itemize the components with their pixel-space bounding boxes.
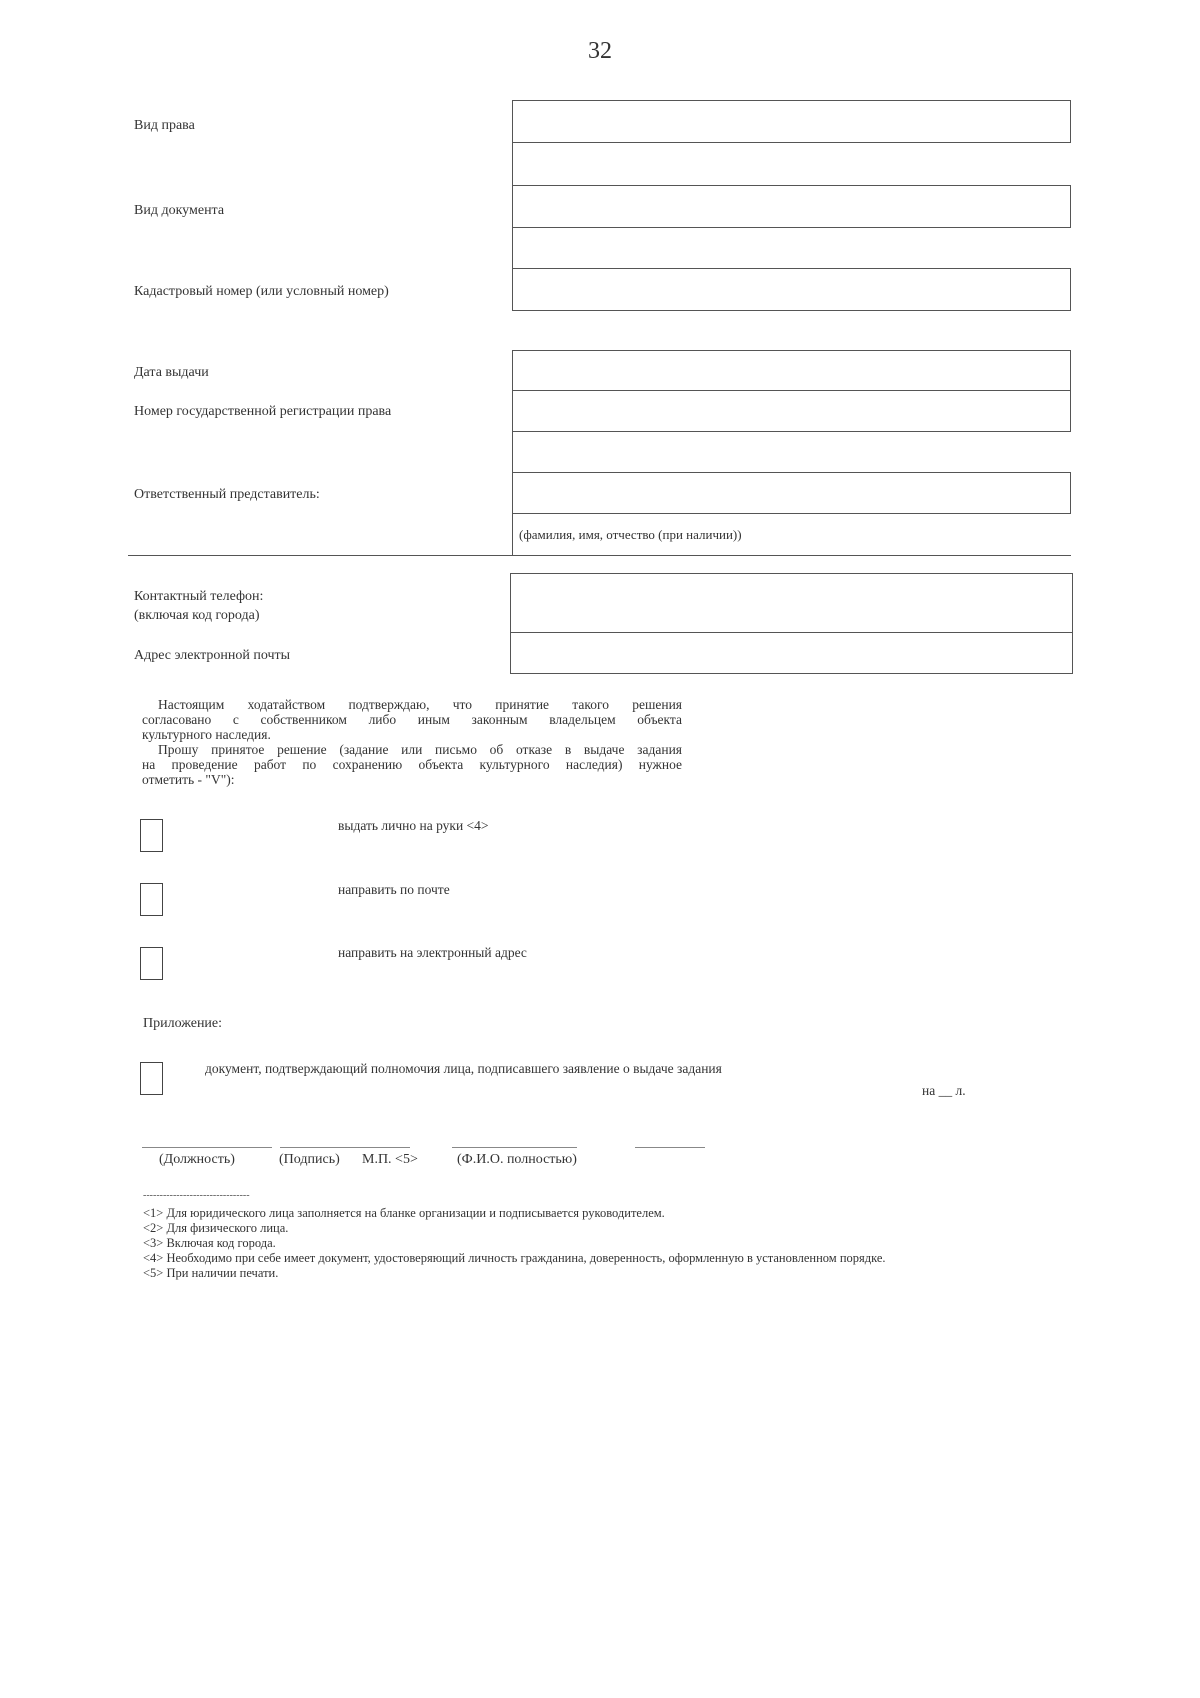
signature-sign: (Подпись) (279, 1152, 340, 1167)
statement-line: согласовано с собственником либо иным законным владельцем объекта (142, 712, 682, 727)
option-checkbox-in-person[interactable] (140, 819, 163, 852)
field-connector (512, 432, 513, 472)
footnote: <5> При наличии печати. (143, 1266, 279, 1280)
label-representative: Ответственный представитель: (134, 487, 320, 502)
statement-line: культурного наследия. (142, 727, 271, 742)
footnote-separator: -------------------------------- (143, 1190, 250, 1201)
representative-field[interactable] (512, 472, 1071, 514)
option-checkbox-post[interactable] (140, 883, 163, 916)
option-label-post: направить по почте (338, 882, 450, 897)
field-connector (512, 514, 513, 556)
attachment-title: Приложение: (143, 1016, 223, 1031)
document-type-field[interactable] (512, 185, 1071, 228)
extra-line (635, 1147, 705, 1148)
label-registration-number: Номер государственной регистрации права (134, 404, 392, 419)
footnote: <4> Необходимо при себе имеет документ, удостоверяющий личность гражданина, доверенность, оформленную в установленном порядке. (143, 1251, 886, 1265)
footnote: <1> Для юридического лица заполняется на бланке организации и подписывается руководителем. (143, 1206, 665, 1220)
right-type-field[interactable] (512, 100, 1071, 143)
statement-line: Настоящим ходатайством подтверждаю, что принятие такого решения (158, 697, 682, 712)
footnote: <3> Включая код города. (143, 1236, 276, 1250)
option-label-email: направить на электронный адрес (338, 945, 527, 960)
signature-line (280, 1147, 410, 1148)
label-issue-date: Дата выдачи (134, 365, 209, 380)
label-phone-note: (включая код города) (134, 608, 260, 623)
attachment-checkbox[interactable] (140, 1062, 163, 1095)
footnote: <2> Для физического лица. (143, 1221, 289, 1235)
statement-paragraph (142, 697, 682, 787)
label-document-type: Вид документа (134, 203, 225, 218)
page-number: 32 (588, 38, 612, 64)
attachment-item: документ, подтверждающий полномочия лица, подписавшего заявление о выдаче задания (205, 1061, 722, 1076)
phone-field[interactable] (510, 573, 1073, 633)
label-email: Адрес электронной почты (134, 648, 291, 663)
footnotes (143, 1206, 886, 1281)
representative-hint: (фамилия, имя, отчество (при наличии)) (519, 527, 742, 542)
full-name-line (452, 1147, 577, 1148)
statement-line: на проведение работ по сохранению объекта культурного наследия) нужное (142, 757, 682, 772)
signature-stamp: М.П. <5> (362, 1152, 418, 1167)
registration-number-field[interactable] (512, 390, 1071, 432)
email-field[interactable] (510, 632, 1073, 674)
statement-line: отметить - "V"): (142, 772, 235, 787)
statement-line: Прошу принятое решение (задание или письмо об отказе в выдаче задания (158, 742, 682, 757)
field-connector (512, 143, 513, 185)
position-line (142, 1147, 272, 1148)
section-divider (128, 555, 1071, 556)
option-label-in-person: выдать лично на руки <4> (338, 818, 489, 833)
cadastral-number-field[interactable] (512, 268, 1071, 311)
label-phone: Контактный телефон: (134, 589, 264, 604)
attachment-pages: на __ л. (922, 1083, 966, 1098)
signature-full-name: (Ф.И.О. полностью) (457, 1152, 577, 1167)
label-cadastral-number: Кадастровый номер (или условный номер) (134, 284, 389, 299)
signature-position: (Должность) (159, 1152, 235, 1167)
field-connector (512, 228, 513, 268)
label-right-type: Вид права (134, 118, 195, 133)
issue-date-field[interactable] (512, 350, 1071, 391)
option-checkbox-email[interactable] (140, 947, 163, 980)
